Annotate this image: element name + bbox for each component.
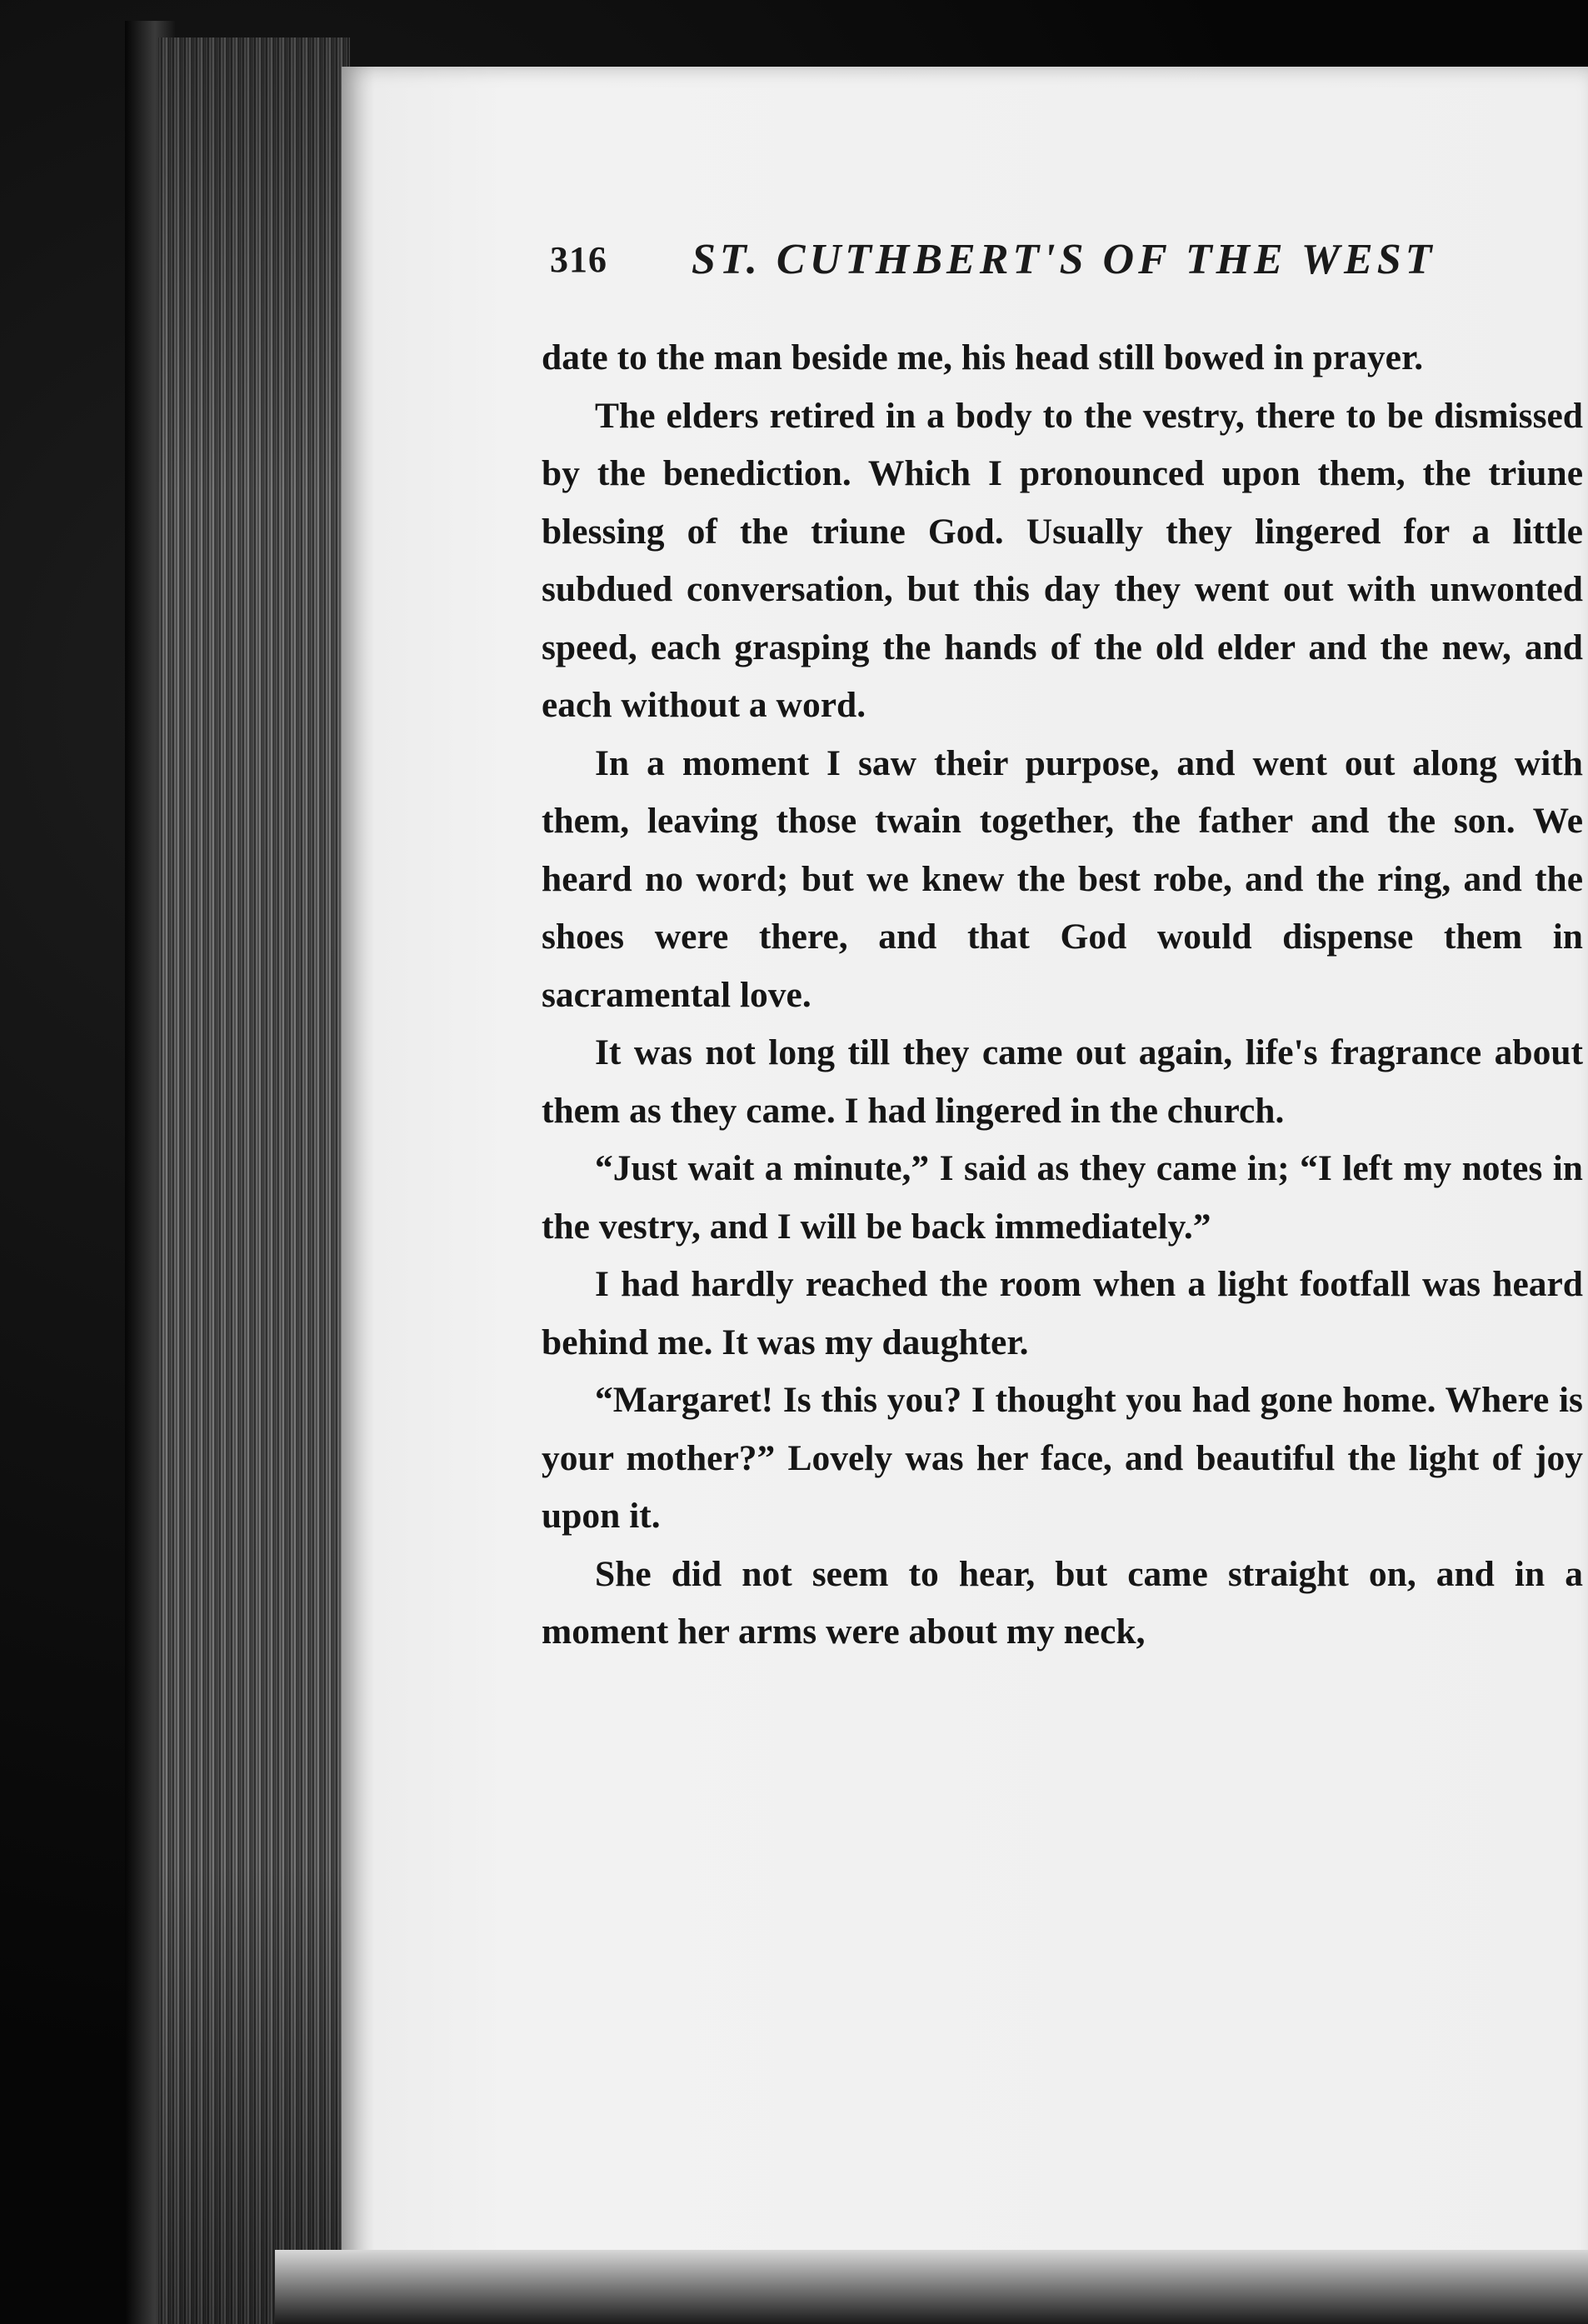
running-title: ST. CUTHBERT'S OF THE WEST (692, 236, 1436, 283)
paragraph: She did not seem to hear, but came straight on, and in a moment her arms were about my neck, (542, 1553, 1583, 1652)
running-header (550, 235, 1575, 293)
paragraph-continuation: date to the man beside me, his head still bowed in prayer. (542, 337, 1424, 377)
paragraph: In a moment I saw their purpose, and went out along with them, leaving those twain together, the father and the son. We heard no word; but we knew the best robe, and the ring, and the shoes were there, and that God would dispense them in sacramental love. (542, 742, 1583, 1015)
body-text (542, 329, 1583, 1662)
paragraph: I had hardly reached the room when a light footfall was heard behind me. It was my daughter. (542, 1264, 1583, 1362)
paragraph: The elders retired in a body to the vestry, there to be dismissed by the benediction. Which I pronounced upon them, the triune blessing of the triune God. Usually they lingered for a little subdued conversation, but this day they went out with unwonted speed, each grasping the hands of the old elder and the new, and each without a word. (542, 395, 1583, 725)
paragraph: It was not long till they came out again, life's fragrance about them as they came. I had lingered in the church. (542, 1032, 1583, 1131)
paragraph: “Margaret! Is this you? I thought you had gone home. Where is your mother?” Lovely was her face, and beautiful the light of joy upon it. (542, 1380, 1583, 1536)
page-bottom-edge (275, 2250, 1588, 2324)
page-number: 316 (550, 239, 607, 280)
book-page-stack (158, 37, 350, 2324)
paragraph: “Just wait a minute,” I said as they came in; “I left my notes in the vestry, and I will be back immediately.” (542, 1148, 1583, 1247)
